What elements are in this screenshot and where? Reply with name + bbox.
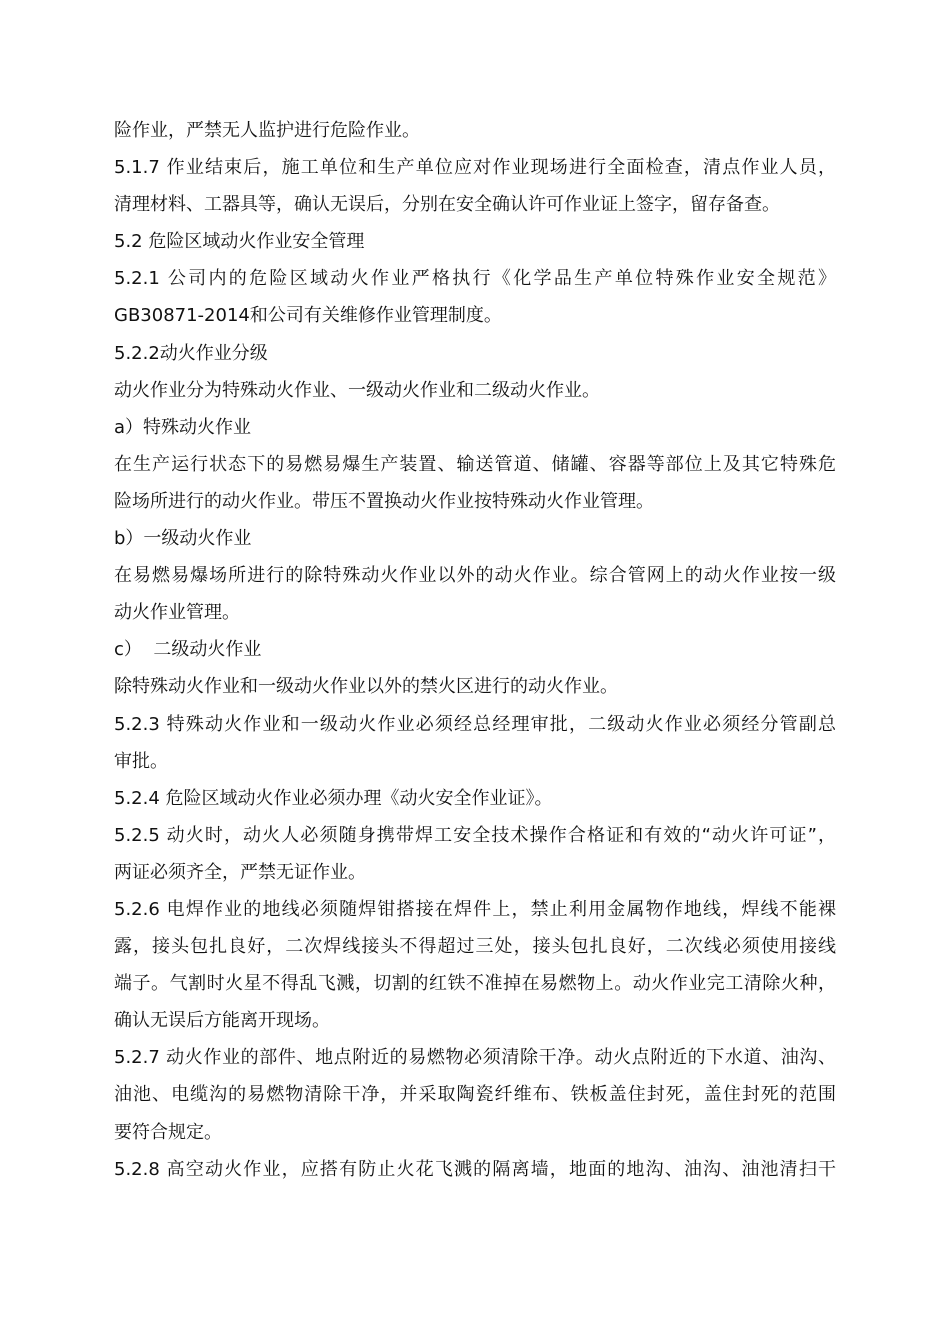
text-line: GB30871-2014和公司有关维修作业管理制度。 bbox=[114, 305, 502, 327]
text-line: 险场所进行的动火作业。带压不置换动火作业按特殊动火作业管理。 bbox=[114, 490, 654, 512]
text-line: 确认无误后方能离开现场。 bbox=[114, 1010, 330, 1032]
text-line: 5.2.4 危险区域动火作业必须办理《动火安全作业证》。 bbox=[114, 787, 553, 809]
list-item-heading: b）一级动火作业 bbox=[114, 528, 252, 550]
text-line: 5.2.5 动火时，动火人必须随身携带焊工安全技术操作合格证和有效的“动火许可证”， bbox=[114, 824, 836, 846]
text-line: 险作业，严禁无人监护进行危险作业。 bbox=[114, 120, 420, 141]
text-line: 动火作业分为特殊动火作业、一级动火作业和二级动火作业。 bbox=[114, 379, 600, 401]
list-item-heading: a）特殊动火作业 bbox=[114, 416, 252, 438]
text-line: 动火作业管理。 bbox=[114, 602, 240, 624]
text-line: 审批。 bbox=[114, 750, 168, 772]
text-line: 清理材料、工器具等，确认无误后，分别在安全确认许可作业证上签字，留存备查。 bbox=[114, 194, 780, 216]
text-line: 5.2.6 电焊作业的地线必须随焊钳搭接在焊件上，禁止利用金属物作地线，焊线不能裸 bbox=[114, 898, 836, 920]
text-line: 油池、电缆沟的易燃物清除干净，并采取陶瓷纤维布、铁板盖住封死，盖住封死的范围 bbox=[114, 1084, 836, 1106]
text-line: 5.1.7 作业结束后，施工单位和生产单位应对作业现场进行全面检查，清点作业人员， bbox=[114, 157, 836, 179]
text-line: 5.2.1 公司内的危险区域动火作业严格执行《化学品生产单位特殊作业安全规范》 bbox=[114, 268, 836, 290]
text-line: 5.2.8 高空动火作业，应搭有防止火花飞溅的隔离墙，地面的地沟、油沟、油池清扫干 bbox=[114, 1158, 836, 1180]
text-line: 5.2.7 动火作业的部件、地点附近的易燃物必须清除干净。动火点附近的下水道、油沟、 bbox=[114, 1047, 836, 1069]
text-line: 两证必须齐全，严禁无证作业。 bbox=[114, 861, 366, 883]
text-line: 要符合规定。 bbox=[114, 1121, 222, 1143]
text-line: 端子。气割时火星不得乱飞溅，切割的红铁不准掉在易燃物上。动火作业完工清除火种， bbox=[114, 973, 836, 995]
subsection-heading: 5.2.2动火作业分级 bbox=[114, 342, 268, 364]
text-line: 除特殊动火作业和一级动火作业以外的禁火区进行的动火作业。 bbox=[114, 676, 618, 698]
text-line: 在易燃易爆场所进行的除特殊动火作业以外的动火作业。综合管网上的动火作业按一级 bbox=[114, 565, 836, 587]
document-body bbox=[114, 112, 836, 1188]
text-line: 在生产运行状态下的易燃易爆生产装置、输送管道、储罐、容器等部位上及其它特殊危 bbox=[114, 453, 836, 475]
text-line: 5.2.3 特殊动火作业和一级动火作业必须经总经理审批，二级动火作业必须经分管副总 bbox=[114, 713, 836, 735]
list-item-heading: c） 二级动火作业 bbox=[114, 639, 262, 661]
section-heading: 5.2 危险区域动火作业安全管理 bbox=[114, 231, 365, 253]
text-line: 露，接头包扎良好，二次焊线接头不得超过三处，接头包扎良好，二次线必须使用接线 bbox=[114, 936, 836, 958]
